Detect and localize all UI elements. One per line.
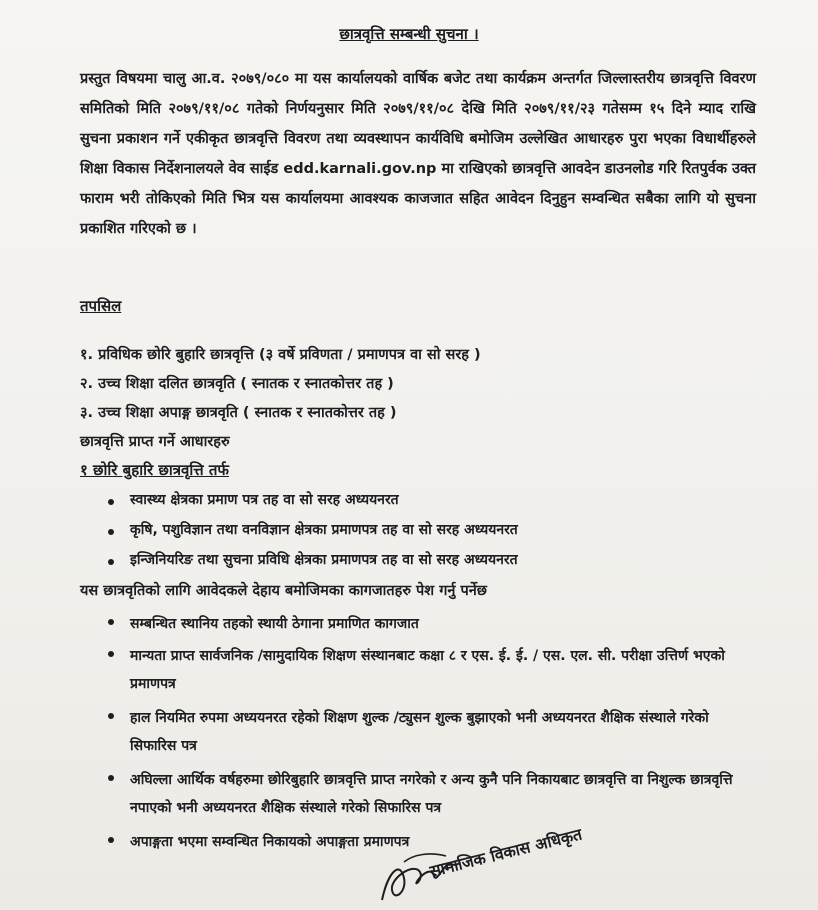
scholarship-item-3: ३. उच्च शिक्षा अपाङ्ग छात्रवृति ( स्नातक र स्नातकोत्तर तह ) [80, 405, 397, 421]
scholarship-item-1: १. प्रविधिक छोरि बुहारि छात्रवृत्ति (३ वर्षे प्रविणता / प्रमाणपत्र वा सो सरह ) [80, 347, 481, 363]
scholarship-item-2: २. उच्च शिक्षा दलित छात्रवृति ( स्नातक र स्नातकोत्तर तह ) [80, 376, 394, 392]
details-heading: तपसिल [80, 297, 122, 315]
document-item-3: हाल नियमित रुपमा अध्ययनरत रहेको शिक्षण शुल्क /ट्युसन शुल्क बुझाएको भनी अध्ययनरत शैक्षिक संस्थाले गरेको सिफारिस पत्र [104, 704, 744, 760]
document-item-2: मान्यता प्राप्त सार्वजनिक /सामुदायिक शिक्षण संस्थानबाट कक्षा ८ र एस. ई. ई. / एस. एल. सी. परीक्षा उत्तिर्ण भएको प्रमाणपत्र [104, 642, 744, 698]
document-item-1: सम्बन्धित स्थानिय तहको स्थायी ठेगाना प्रमाणित कागजात [104, 610, 744, 638]
documents-intro: यस छात्रवृतिको लागि आवेदकले देहाय बमोजिमका कागजातहरु पेश गर्नु पर्नेछ [80, 583, 487, 599]
section-heading: १ छोरि बुहारि छात्रवृत्ति तर्फ [80, 461, 229, 479]
criteria-list [104, 490, 744, 580]
criteria-item-2: कृषि, पशुविज्ञान तथा वनविज्ञान क्षेत्रका प्रमाणपत्र तह वा सो सरह अध्ययनरत [104, 520, 744, 550]
office-stamp-text: सामाजिक विकास अधिकृत [427, 824, 584, 881]
criteria-item-3: इन्जिनियरिङ तथा सुचना प्रविधि क्षेत्रका प्रमाणपत्र तह वा सो सरह अध्ययनरत [104, 550, 744, 580]
notice-title: छात्रवृत्ति सम्बन्धी सुचना । [339, 25, 479, 43]
criteria-label: छात्रवृत्ति प्राप्त गर्ने आधारहरु [80, 434, 230, 450]
notice-paragraph: प्रस्तुत विषयमा चालु आ.व. २०७९/०८० मा यस कार्यालयको वार्षिक बजेट तथा कार्यक्रम अन्तर्गत जिल्लास्तरीय छात्रवृत्ति विवरण समितिको मिति २०७९/११/०८ गतेको निर्णयनुसार मिति २०७९/११/०८ देखि मिति २०७९/११/२३ गतेसम्म १५ दिने म्याद राखि सुचना प्रकाशन गर्ने एकीकृत छात्रवृत्ति विवरण तथा व्यवस्थापन कार्यविधि बमोजिम उल्लेखित आधारहरु पुरा भएका विधार्थीहरुले शिक्षा विकास निर्देशनालयले वेव साईड edd.karnali.gov.np मा राखिएको छात्रवृत्ति आवदेन डाउनलोड गरि रितपुर्वक उक्त फाराम भरी तोकिएको मिति भित्र यस कार्यालयमा आवश्यक काजजात सहित आवेदन दिनुहुन सम्वन्धित सबैका लागि यो सुचना प्रकाशित गरिएको छ । [80, 71, 756, 237]
document-item-5: अपाङ्गता भएमा सम्वन्धित निकायको अपाङ्गता प्रमाणपत्र [104, 828, 744, 856]
criteria-item-1: स्वास्थ्य क्षेत्रका प्रमाण पत्र तह वा सो सरह अध्ययनरत [104, 490, 744, 520]
documents-list [104, 610, 744, 856]
document-item-4: अघिल्ला आर्थिक वर्षहरुमा छोरिबुहारि छात्रवृत्ति प्राप्त नगरेको र अन्य कुनै पनि निकायबाट छात्रवृत्ति वा निशुल्क छात्रवृत्ति नपाएको भनी अध्ययनरत शैक्षिक संस्थाले गरेको सिफारिस पत्र [104, 766, 744, 822]
